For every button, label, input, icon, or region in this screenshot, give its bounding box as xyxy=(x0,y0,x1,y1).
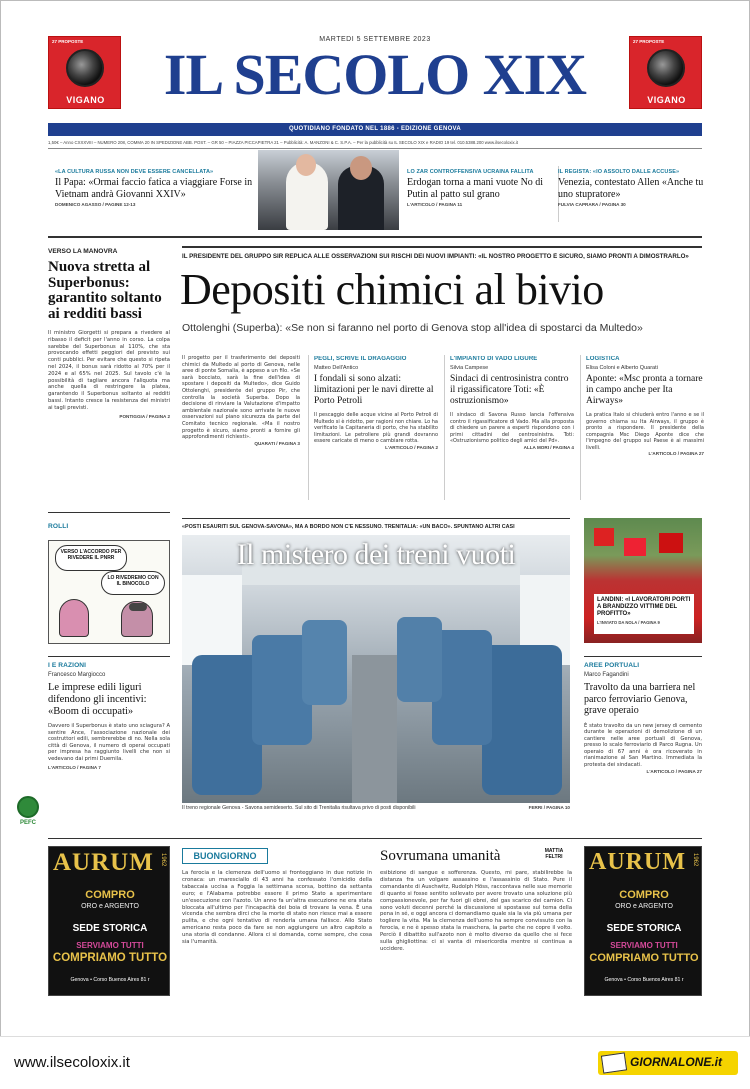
sub-body: Il pescaggio delle acque vicine al Porto Petroli di Multedo si è ridotto, per ragioni non chiare. Lo ha verificato la Capitaneria di porto, che ha stabilito limitazioni. Le petroliere più grandi dovranno essere caricate di meno o cambiare rotta. xyxy=(314,412,438,444)
teaser-erdogan[interactable] xyxy=(407,169,557,219)
trains-caption xyxy=(182,805,570,811)
editorial-body-block[interactable] xyxy=(380,870,572,998)
trains-caption-signature: FERRI / PAGINA 10 xyxy=(528,805,570,810)
teaser-author: DOMENICO AGASSO / PAGINE 12-13 xyxy=(55,202,136,207)
trains-photo[interactable] xyxy=(182,535,570,803)
left-body: Il ministro Giorgetti si prepara a rivedere al ribasso il deficit per l'anno in corso. La colpa sarebbe del Superbonus al 110%, che sta provocando effetti peggiori del previsto sui conti pubblici. Per evitare che questo si ripeta nel 2024, il bonus sarà ridotto al 70% per il 2024 e al 65% nel 2025. Sul tavolo c'è la possibilità di tagliare ancora l'aliquota ma anche quella di restringere la platea, garantendo il Superbonus soltanto ai redditi bassi. Intanto cresce la resistenza dei ministri ai tagli previsti. xyxy=(48,330,170,411)
sub-divider-3 xyxy=(580,355,581,500)
masthead-title[interactable]: IL SECOLO XIX xyxy=(163,42,587,107)
left-second-signature: L'ARTICOLO / PAGINA 7 xyxy=(48,764,101,770)
left-rule-2 xyxy=(48,656,170,657)
rolli-cartoon xyxy=(48,540,170,644)
sub-signature: L'ARTICOLO / PAGINA 27 xyxy=(648,451,704,456)
ear-badge-right: 27 PROPOSTE xyxy=(633,39,665,44)
teaser-author: FULVIA CAPRARA / PAGINA 30 xyxy=(558,202,626,207)
editorial-author-last: FELTRI xyxy=(545,854,563,860)
sub-kicker: LOGISTICA xyxy=(586,356,620,362)
aurum-brand: AURUM xyxy=(589,849,686,875)
sub-headline: I fondali si sono alzati: limitazioni per le navi dirette al Porto Petroli xyxy=(314,374,434,406)
aurum-oro: ORO e ARGENTO xyxy=(81,903,139,910)
sub-headline: Sindaci di centrosinistra contro il rigassificatore Toti: «È ostruzionismo» xyxy=(450,374,569,406)
aurum-compriamo: COMPRIAMO TUTTO xyxy=(589,952,699,964)
footer-brand: GIORNALONE.it xyxy=(630,1055,722,1069)
teaser-rule xyxy=(48,236,702,238)
main-headline[interactable]: Depositi chimici al bivio xyxy=(180,265,604,314)
protest-flag xyxy=(594,528,614,546)
left-rule-1 xyxy=(48,512,170,513)
pefc-tree-icon xyxy=(17,796,39,818)
pope-head xyxy=(296,154,316,176)
left-signature: PONTIGGIA / PAGINA 2 xyxy=(119,413,170,419)
right-kicker: AREE PORTUALI xyxy=(584,662,640,669)
main-kicker: IL PRESIDENTE DEL GRUPPO SIR REPLICA ALLE OSSERVAZIONI SUI RISCHI DEI NUOVI IMPIANTI: «IL NOSTRO PROGETTO È SICURO, SIAMO PRONTI A DIMOSTRARLO» xyxy=(182,253,689,260)
right-photo-signature: L'INVIATO DA NOLA / PAGINA 9 xyxy=(597,620,660,625)
left-kicker: VERSO LA MANOVRA xyxy=(48,248,118,255)
right-headline: Travolto da una barriera nel parco ferroviario Genova, grave operaio xyxy=(584,682,696,716)
cartoon-bubble-1: VERSO L'ACCORDO PER RIVEDERE IL PNRR xyxy=(55,545,127,571)
main-body: Il progetto per il trasferimento dei depositi chimici da Multedo al porto di Genova, nelle aree di ponte Somalia, è appeso a un filo. «Se sarà bocciato, sarà la fine dell'idea di spostare i depositi da Multedo», dice Guido Ottolenghi, presidente del gruppo Pir, che controlla la società Superba. Dopo la decisione di rinviare la Valutazione d'impatto ambientale nazionale sono arrivate le nuove osservazioni sul piano sicurezza da parte del Comitato tecnico regionale. «Ma il nostro progetto è sicuro, siamo pronti a fornire gli approfondimenti richiesti». xyxy=(182,355,300,441)
trains-kicker: «POSTI ESAURITI SUL GENOVA-SAVONA», MA A BORDO NON C'È NESSUNO. TRENITALIA: «UN BACO». SPUNTANO ALTRI CASI xyxy=(182,524,515,530)
ear-left-ad[interactable] xyxy=(48,36,121,109)
sub-kicker: L'IMPIANTO DI VADO LIGURE xyxy=(450,356,538,362)
trains-top-rule xyxy=(182,518,570,519)
left-second-kicker: I E RAZIONI xyxy=(48,662,87,669)
trains-caption-text: Il treno regionale Genova - Savona semideserto. Sul sito di Trenitalia risultava privo di posti disponibili xyxy=(182,805,416,811)
sub-author: Silvia Campese xyxy=(450,365,489,371)
aurum-serviamo: SERVIAMO TUTTI xyxy=(610,941,678,950)
sub-headline: Aponte: «Msc pronta a tornare in campo anche per Ita Airways» xyxy=(586,374,703,406)
cartoon-binoculars-icon xyxy=(129,603,147,611)
masthead-rule xyxy=(48,148,702,149)
aurum-oro: ORO e ARGENTO xyxy=(615,903,673,910)
masthead-infoline: 1,50€ – Anno CXXXVIII – NUMERO 208, COMMA 20 IN SPEDIZIONE ABB. POST. – GR 50 – PIAZZA PICCAPIETRA 21 – Pubblicità: A. MANZONI & C. S.P.A. – Per la pubblicità su IL SECOLO XIX e RADIO 19 tel. 010.5388.200 www.ilsecoloxix.it xyxy=(48,140,518,145)
teaser-headline: Venezia, contestato Allen «Anche tu uno stupratore» xyxy=(558,177,704,200)
tire-icon xyxy=(66,49,104,87)
footer-brand-box[interactable] xyxy=(598,1051,738,1075)
left-story[interactable] xyxy=(48,248,170,498)
aurum-year: 1962 xyxy=(692,853,698,867)
right-signature: L'ARTICOLO / PAGINA 27 xyxy=(646,768,702,774)
sub-author: Matteo Dell'Antico xyxy=(314,365,359,371)
main-body-signature: QUARATI / PAGINA 3 xyxy=(254,440,300,446)
tire-icon xyxy=(647,49,685,87)
aurum-serviamo: SERVIAMO TUTTI xyxy=(76,941,144,950)
cartoon-character-left xyxy=(59,599,89,637)
sub-story-aponte[interactable] xyxy=(586,356,704,500)
sub-kicker: PEGLI, SCRIVE IL DRAGAGGIO xyxy=(314,356,407,362)
teaser-kicker: IL REGISTA: «IO ASSOLTO DALLE ACCUSE» xyxy=(558,169,680,175)
sub-divider-1 xyxy=(308,355,309,500)
aurum-year: 1962 xyxy=(160,853,166,867)
sub-body: Il sindaco di Savona Russo lancia l'offensiva contro il rigassificatore di Vado. Ma alla proposta di chiedere un parere a esperti rispondono con i primi cittadini del centrosinistra. Toti: «Ostruzionismo politico degli amici del Pd». xyxy=(450,412,574,444)
right-body: È stato travolto da un new jersey di cemento durante le operazioni di demolizione di un cantiere nelle aree portuali di Genova, presso lo scalo ferroviario di Parco Rugna. Un operaio di 67 anni è ora ricoverato in rianimazione al San Martino. Immediata la protesta dei sindacati. xyxy=(584,722,702,769)
sub-story-dragaggio[interactable] xyxy=(314,356,438,500)
left-second-headline: Le imprese edili liguri difendono gli incentivi: «Boom di occupati» xyxy=(48,682,147,717)
teaser-kicker: LO ZAR CONTROFFENSIVA UCRAINA FALLITA xyxy=(407,169,534,175)
newspaper-icon xyxy=(601,1052,627,1073)
seat-row-right-3 xyxy=(397,617,442,702)
right-author: Marco Fagandini xyxy=(584,672,629,678)
ear-right-ad[interactable] xyxy=(629,36,702,109)
protest-flag xyxy=(624,538,646,556)
man-head xyxy=(350,156,372,180)
footer-url[interactable]: www.ilsecoloxix.it xyxy=(14,1054,130,1071)
editorial-author xyxy=(536,848,572,860)
right-photo[interactable] xyxy=(584,518,702,643)
right-rule xyxy=(584,656,702,657)
left-second-author: Francesco Margiocco xyxy=(48,672,106,678)
masthead-tagline-bar xyxy=(48,123,702,136)
main-body-block[interactable] xyxy=(182,355,300,500)
sub-divider-2 xyxy=(444,355,445,500)
aurum-sede: SEDE STORICA xyxy=(72,923,148,934)
right-story[interactable] xyxy=(584,662,702,822)
sub-author: Elisa Coloni e Alberto Quarati xyxy=(586,365,658,371)
aurum-ad-left[interactable] xyxy=(48,846,170,996)
teaser-pope[interactable] xyxy=(55,169,255,219)
buongiorno-body-block[interactable] xyxy=(182,870,372,998)
aurum-address: Genova • Corso Buenos Aires 81 r xyxy=(604,977,684,983)
teaser-headline: Erdogan torna a mani vuote No di Putin al patto sul grano xyxy=(407,177,544,200)
left-second-body: Davvero il Superbonus è stato uno sciagura? A sentire Ance, l'associazione nazionale dei costruttori edili, sembrerebbe di no. Nella sola città di Genova, il numero di operai occupati per impresa ha raggiunto livelli che non si vedevano dai primi Duemila. xyxy=(48,723,170,762)
masthead-tagline: QUOTIDIANO FONDATO NEL 1886 - EDIZIONE GENOVA xyxy=(288,126,462,132)
main-subheadline: Ottolenghi (Superba): «Se non si faranno nel porto di Genova stop all'idea di spostarci da Multedo» xyxy=(182,322,643,334)
teaser-headline: Il Papa: «Ormai faccio fatica a viaggiare Forse in Vietnam andrà Giovanni XXIV» xyxy=(55,177,253,200)
trains-headline: Il mistero dei treni vuoti xyxy=(236,538,516,571)
teaser-author: L'ARTICOLO / PAGINA 11 xyxy=(407,202,463,207)
buongiorno-label: BUONGIORNO xyxy=(193,851,257,861)
train-window-left xyxy=(182,575,242,665)
pefc-logo xyxy=(14,796,42,832)
editorial-body: esibizione di sangue e sofferenza. Questo, mi pare, stabilirebbe la distanza fra un volgare assassino e l'assassinio di Stato. Pure il comandante di Auschwitz, Rudolph Höss, raccontava nelle sue memorie di quanto si fosse sentito sollevato per avere trovato una soluzione più compassionevole, per far fuori gli ebrei, del gas scarico dei camion. Ci sono voluti decenni perché la discussione si spostasse sul tema della pena in sé, e oggi ancora ci domandiamo quale sia la via più umana per togliere la vita. Ma la clemenza dell'uomo ha sempre convissuto con la ferocia, e ne è spesso stata la maschera, la parte che ne copre il volto. Perciò il dibattito sull'azoto non è molto diverso da quello che si fece sulla ghigliottina: ci si vanta di misericordia mentre si continua a uccidere. xyxy=(380,870,572,952)
right-photo-caption: LANDINI: «I LAVORATORI PORTI A BRANDIZZO VITTIME DEL PROFITTO» xyxy=(597,597,691,617)
masthead-date: MARTEDÌ 5 SETTEMBRE 2023 xyxy=(319,36,431,43)
aurum-compro: COMPRO xyxy=(85,889,135,901)
bottom-rule xyxy=(48,838,702,839)
ear-right-label: VIGANO xyxy=(647,95,686,105)
left-headline: Nuova stretta al Superbonus: garantito soltanto ai redditi bassi xyxy=(48,259,162,322)
aurum-compriamo: COMPRIAMO TUTTO xyxy=(52,952,168,964)
teaser-allen[interactable] xyxy=(558,169,704,219)
sub-signature: L'ARTICOLO / PAGINA 2 xyxy=(385,444,438,450)
left-second-story[interactable] xyxy=(48,662,170,822)
seat-row-left-3 xyxy=(302,620,347,705)
right-photo-caption-box xyxy=(594,594,694,634)
editorial-title[interactable]: Sovrumana umanità xyxy=(380,848,501,864)
seat-row-right-1 xyxy=(482,645,562,795)
cartoon-bubble-2: LO RIVEDREMO CON IL BINOCOLO xyxy=(101,571,165,595)
buongiorno-body: La ferocia e la clemenza dell'uomo si fronteggiano in due notizie in cronaca: un maresciallo di 43 anni ha confessato l'omicidio della tabaccaia uccisa a Foggia la settimana scorsa, bottino da settanta euro; e l'Alabama potrebbe essere il primo Stato a sperimentare un'esecuzione con l'azoto. Un anno fa un'altra esecuzione ne era stata bloccata all'ultimo per l'incapacità dei boia di trovare la vena. È una vicenda che sembra dirci che la morte di stato non riesce mai a essere pulita, e che ogni tentativo di renderla umana fallisce. Allo Stato americano resta poco da fare se non aggiungere un altro capitolo a una storia di condanne. Allora ci si domanda, come sempre, che cosa sia l'umanità. xyxy=(182,870,372,946)
protest-flag xyxy=(659,533,683,553)
aurum-sede: SEDE STORICA xyxy=(606,923,682,934)
main-top-rule xyxy=(182,246,702,248)
pefc-label: PEFC xyxy=(19,820,36,826)
editorial-author-first: MATTIA xyxy=(544,848,564,854)
aisle xyxy=(352,655,397,803)
sub-story-rigassificatore[interactable] xyxy=(450,356,574,500)
buongiorno-label-box xyxy=(182,848,268,864)
aurum-brand: AURUM xyxy=(53,849,154,876)
aurum-compro: COMPRO xyxy=(619,889,669,901)
teaser-photo-pope xyxy=(258,150,399,230)
aurum-address: Genova • Corso Buenos Aires 81 r xyxy=(70,977,150,983)
ear-badge-left: 27 PROPOSTE xyxy=(52,39,84,44)
teaser-kicker: «LA CULTURA RUSSA NON DEVE ESSERE CANCELLATA» xyxy=(55,169,214,175)
rolli-label: ROLLI xyxy=(48,523,69,530)
aurum-ad-right[interactable] xyxy=(584,846,702,996)
sub-signature: ALLA MORI / PAGINA 4 xyxy=(523,444,574,450)
sub-body: La pratica Italo si chiuderà entro l'anno e se il governo chiama su Ita Airways, il gruppo è pronto a rispondere. Il presidente della compagnia Msc Diego Aponte dice che l'impegno del gruppo sul Paese è ai massimi livelli. xyxy=(586,412,704,451)
ear-left-label: VIGANO xyxy=(66,95,105,105)
